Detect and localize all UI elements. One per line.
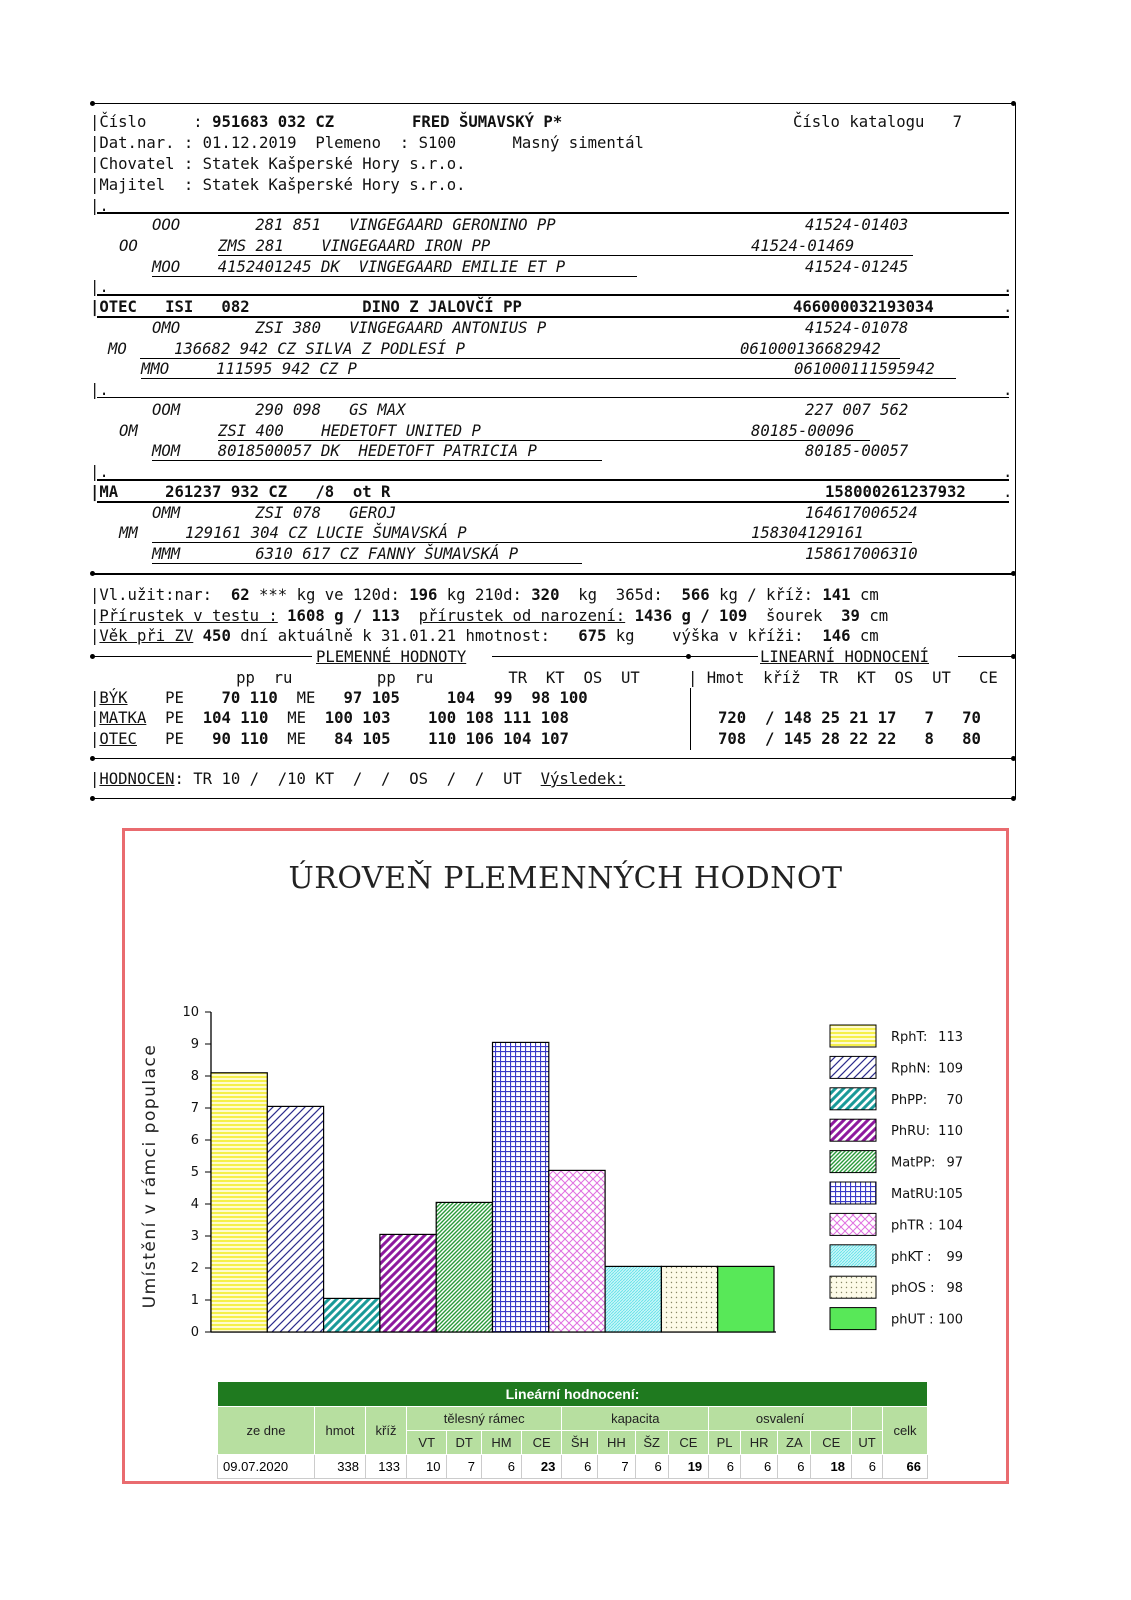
linear-header: Hmot kříž TR KT OS UT CE <box>706 669 998 687</box>
pedigree-omo: OMO ZSI 380 VINGEGAARD ANTONIUS P <box>152 319 547 337</box>
y-tick-label: 1 <box>190 1293 199 1308</box>
performance-line-2: |Přírustek v testu : 1608 g / 113 přírustek od narození: 1436 g / 109 šourek 39 cm <box>90 607 889 625</box>
pedigree-ooo-id: 41524-01403 <box>805 216 909 234</box>
y-tick-label: 0 <box>190 1325 199 1340</box>
group-kapacita: kapacita <box>562 1407 709 1431</box>
pedigree-mom: MOM 8018500057 DK HEDETOFT PATRICIA P <box>152 442 537 460</box>
legend-value: 97 <box>946 1155 963 1171</box>
pedigree-oo-id: 41524-01469 <box>751 237 855 255</box>
sire-id: 466000032193034 <box>793 298 934 316</box>
col-kriz: kříž <box>366 1407 407 1455</box>
linear-table-title: Lineární hodnocení: <box>218 1382 928 1407</box>
bar-phkt <box>605 1266 661 1332</box>
legend-value: 104 <box>938 1218 963 1234</box>
dam-line: |MA 261237 932 CZ /8 ot R <box>90 483 391 501</box>
linear-cell: 18 <box>811 1455 852 1479</box>
pedigree-mm-label: MM <box>119 524 138 542</box>
legend-swatch-rpht <box>830 1025 876 1047</box>
y-tick-label: 10 <box>182 1005 199 1020</box>
col-zedne: ze dne <box>218 1407 315 1455</box>
sire-line: |OTEC ISI 082 DINO Z JALOVČÍ PP <box>90 298 522 316</box>
bar-phut <box>718 1266 774 1332</box>
performance-line-3: |Věk při ZV 450 dní aktuálně k 31.01.21 hmotnost: 675 kg výška v kříži: 146 cm <box>90 627 879 645</box>
linear-title: LINEARNÍ HODNOCENÍ <box>760 648 929 666</box>
bar-phpp <box>324 1298 380 1332</box>
legend-label: PhRU: <box>891 1124 931 1140</box>
pedigree-om-id: 80185-00096 <box>751 422 855 440</box>
legend-label: phOS : <box>891 1281 935 1297</box>
bar-phtr <box>549 1170 605 1332</box>
pedigree-omm-id: 164617006524 <box>805 504 918 522</box>
legend-value: 113 <box>938 1030 963 1045</box>
sub-col: CE <box>668 1431 708 1455</box>
pedigree-omm: OMM ZSI 078 GEROJ <box>152 504 397 522</box>
breeding-row-otec: |OTEC PE 90 110 ME 84 105 110 106 104 107 <box>90 730 569 748</box>
pedigree-mmm: MMM 6310 617 CZ FANNY ŠUMAVSKÁ P <box>152 545 519 563</box>
group-osvaleni: osvalení <box>709 1407 852 1431</box>
linear-cell: 10 <box>407 1455 447 1479</box>
legend-value: 105 <box>938 1187 963 1202</box>
breeding-header: pp ru pp ru TR KT OS UT <box>161 669 640 687</box>
breeding-row-byk: |BÝK PE 70 110 ME 97 105 104 99 98 100 <box>90 689 588 707</box>
linear-cell: 133 <box>366 1455 407 1479</box>
pedigree-om-label: OM <box>119 422 138 440</box>
legend-swatch-matpp <box>830 1151 876 1173</box>
frame-top-line <box>92 103 1014 104</box>
linear-row-matka: 720 / 148 25 21 17 7 70 <box>718 709 981 727</box>
pedigree-mmm-id: 158617006310 <box>805 545 918 563</box>
bar-matpp <box>436 1202 492 1332</box>
birth-date-breed-line: |Dat.nar. : 01.12.2019 Plemeno : S100 Masný simentál <box>90 134 644 152</box>
bar-matru <box>493 1042 549 1332</box>
sub-col: HM <box>481 1431 521 1455</box>
legend-value: 99 <box>946 1249 963 1265</box>
chart-panel <box>122 828 1009 1484</box>
pedigree-mom-id: 80185-00057 <box>805 442 909 460</box>
breeder-line: |Chovatel : Statek Kašperské Hory s.r.o. <box>90 155 466 173</box>
pedigree-mm: 129161 304 CZ LUCIE ŠUMAVSKÁ P <box>185 524 467 542</box>
animal-name: FRED ŠUMAVSKÝ P* <box>412 113 563 131</box>
linear-cell: 7 <box>447 1455 482 1479</box>
y-tick-label: 9 <box>190 1037 199 1052</box>
dam-id: 158000261237932 <box>825 483 966 501</box>
legend-label: RphT: <box>891 1030 928 1045</box>
linear-cell: 6 <box>635 1455 668 1479</box>
linear-cell: 19 <box>668 1455 708 1479</box>
pedigree-oo-label: OO <box>119 237 138 255</box>
linear-cell: 7 <box>598 1455 635 1479</box>
linear-cell: 6 <box>741 1455 778 1479</box>
pedigree-mo-label: MO <box>108 340 127 358</box>
owner-line: |Majitel : Statek Kašperské Hory s.r.o. <box>90 176 466 194</box>
bar-rpht <box>211 1073 267 1332</box>
separator-line <box>97 212 1009 214</box>
sub-col: VT <box>407 1431 447 1455</box>
y-tick-label: 3 <box>190 1229 199 1244</box>
performance-line-1: |Vl.užit:nar: 62 *** kg ve 120d: 196 kg 210d: 320 kg 365d: 566 kg / kříž: 141 cm <box>90 586 879 604</box>
pedigree-moo: MOO 4152401245 DK VINGEGAARD EMILIE ET P <box>152 258 566 276</box>
legend-swatch-phpp <box>830 1088 876 1110</box>
frame-right-line <box>1015 103 1016 798</box>
legend-value: 70 <box>946 1092 963 1108</box>
col-celk: celk <box>883 1407 928 1455</box>
legend-value: 98 <box>946 1281 963 1297</box>
cislo-label: |Číslo : <box>90 113 203 131</box>
bar-phos <box>661 1266 717 1332</box>
linear-cell: 6 <box>481 1455 521 1479</box>
breeding-values-chart <box>125 831 1006 1371</box>
sub-col: UT <box>852 1431 883 1455</box>
linear-cell: 6 <box>562 1455 598 1479</box>
sub-col: PL <box>709 1431 741 1455</box>
pedigree-mmo: MMO 111595 942 CZ P <box>141 360 357 378</box>
breeding-row-matka: |MATKA PE 104 110 ME 100 103 100 108 111 108 <box>90 709 569 727</box>
y-tick-label: 5 <box>190 1165 199 1180</box>
hodnocen-line: |HODNOCEN: TR 10 / /10 KT / / OS / / UT Výsledek: <box>90 770 626 788</box>
legend-value: 109 <box>938 1061 963 1077</box>
y-tick-label: 2 <box>190 1261 199 1276</box>
pedigree-mmo-id: 061000111595942 <box>794 360 935 378</box>
legend-label: phTR : <box>891 1218 933 1234</box>
breeding-values-title: PLEMENNÉ HODNOTY <box>316 648 467 666</box>
bar-rphn <box>267 1106 323 1332</box>
legend-swatch-phtr <box>830 1213 876 1235</box>
sub-col: HR <box>741 1431 778 1455</box>
y-tick-label: 7 <box>190 1101 199 1116</box>
linear-evaluation-table <box>217 1381 928 1479</box>
legend-label: phKT : <box>891 1249 932 1265</box>
sub-col: DT <box>447 1431 482 1455</box>
legend-label: PhPP: <box>891 1092 928 1108</box>
legend-label: RphN: <box>891 1061 931 1077</box>
sub-col: ŠH <box>562 1431 598 1455</box>
sub-col: CE <box>811 1431 852 1455</box>
linear-cell: 6 <box>778 1455 811 1479</box>
pedigree-om: ZSI 400 HEDETOFT UNITED P <box>218 422 481 440</box>
sub-col: ZA <box>778 1431 811 1455</box>
pedigree-mm-id: 158304129161 <box>751 524 864 542</box>
linear-cell: 23 <box>521 1455 561 1479</box>
cislo-value: 951683 032 CZ <box>212 113 335 131</box>
pedigree-oo: ZMS 281 VINGEGAARD IRON PP <box>218 237 491 255</box>
linear-cell: 6 <box>709 1455 741 1479</box>
chart-title: ÚROVEŇ PLEMENNÝCH HODNOT <box>288 861 843 896</box>
legend-value: 100 <box>938 1312 963 1328</box>
y-axis-label: Umístění v rámci populace <box>140 1043 160 1309</box>
legend-swatch-phos <box>830 1276 876 1298</box>
legend-swatch-phut <box>830 1308 876 1330</box>
pedigree-omo-id: 41524-01078 <box>805 319 909 337</box>
sub-col: HH <box>598 1431 635 1455</box>
pedigree-moo-id: 41524-01245 <box>805 258 909 276</box>
legend-label: phUT : <box>891 1312 934 1328</box>
linear-cell: 338 <box>315 1455 366 1479</box>
legend-label: MatRU: <box>891 1187 939 1202</box>
y-tick-label: 6 <box>190 1133 199 1148</box>
pedigree-mo-id: 061000136682942 <box>740 340 881 358</box>
catalog-number: Číslo katalogu 7 <box>793 113 962 131</box>
legend-swatch-rphn <box>830 1056 876 1078</box>
pedigree-ooo: OOO 281 851 VINGEGAARD GERONINO PP <box>152 216 556 234</box>
legend-label: MatPP: <box>891 1155 936 1171</box>
legend-swatch-phru <box>830 1119 876 1141</box>
legend-swatch-phkt <box>830 1245 876 1267</box>
linear-cell: 66 <box>883 1455 928 1479</box>
bar-phru <box>380 1234 436 1332</box>
linear-cell: 6 <box>852 1455 883 1479</box>
linear-row-otec: 708 / 145 28 22 22 8 80 <box>718 730 981 748</box>
linear-cell: 09.07.2020 <box>218 1455 315 1479</box>
col-hmot: hmot <box>315 1407 366 1455</box>
y-tick-label: 4 <box>190 1197 199 1212</box>
pedigree-oom: OOM 290 098 GS MAX <box>152 401 406 419</box>
legend-swatch-matru <box>830 1182 876 1204</box>
sub-col: CE <box>521 1431 561 1455</box>
y-tick-label: 8 <box>190 1069 199 1084</box>
pedigree-oom-id: 227 007 562 <box>805 401 909 419</box>
legend-value: 110 <box>938 1124 963 1140</box>
group-telesny-ramec: tělesný rámec <box>407 1407 562 1431</box>
pedigree-mo: 136682 942 CZ SILVA Z PODLESÍ P <box>174 340 466 358</box>
sub-col: ŠZ <box>635 1431 668 1455</box>
